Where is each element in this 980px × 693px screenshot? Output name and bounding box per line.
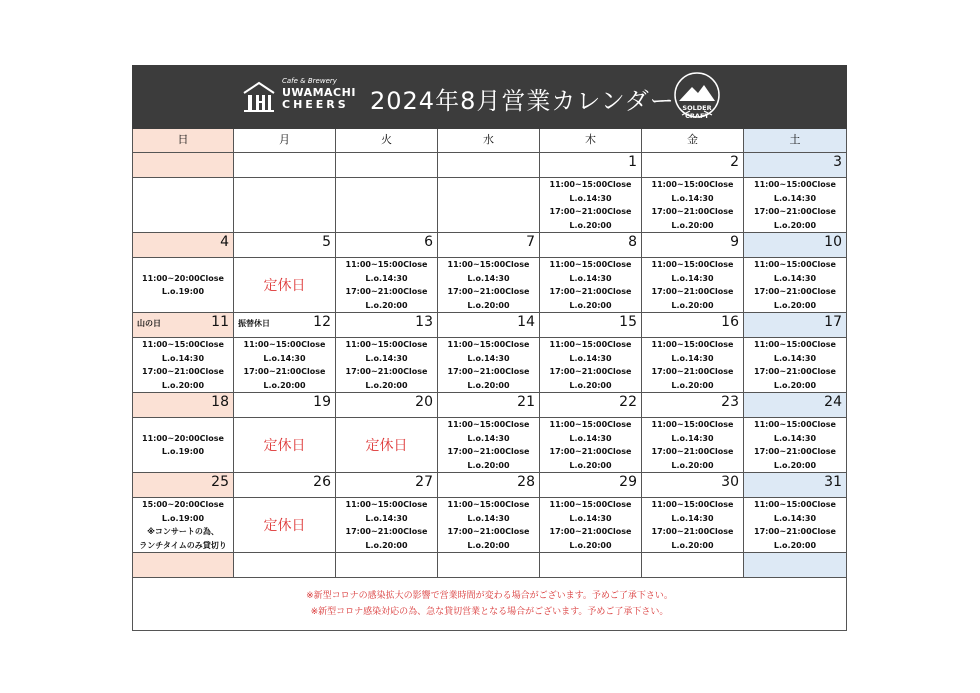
business-hours <box>234 338 335 392</box>
notes-text <box>133 578 846 630</box>
notes-box <box>132 578 847 631</box>
day-number: 5 <box>322 234 331 250</box>
business-hours <box>133 498 233 552</box>
day-number: 3 <box>833 154 842 170</box>
hours-line: L.o.20:00 <box>467 540 510 550</box>
business-hours <box>744 338 846 392</box>
weekday-header: 日 <box>132 129 234 153</box>
page-title: 2024年8月営業カレンダー <box>370 87 675 115</box>
day-number: 25 <box>211 474 229 490</box>
hours-cell <box>744 338 847 393</box>
hours-line: 11:00~15:00Close <box>754 260 836 269</box>
hours-line: ※コンサートの為、 <box>147 527 219 536</box>
business-hours <box>540 418 641 472</box>
blank-cell <box>336 553 438 578</box>
day-number: 24 <box>824 394 842 410</box>
hours-line: L.o.14:30 <box>365 513 408 523</box>
hours-cell <box>336 498 438 553</box>
hours-cell <box>540 258 642 313</box>
hours-line: L.o.14:30 <box>671 193 714 203</box>
day-number: 6 <box>424 234 433 250</box>
business-hours <box>642 418 743 472</box>
hours-line: L.o.14:30 <box>569 353 612 363</box>
calendar-header <box>132 65 847 129</box>
hours-line: L.o.20:00 <box>671 300 714 310</box>
day-number: 27 <box>415 474 433 490</box>
hours-line: L.o.14:30 <box>773 193 817 203</box>
business-hours <box>336 498 437 552</box>
day-number: 22 <box>619 394 637 410</box>
hours-line: L.o.20:00 <box>569 460 612 470</box>
day-number: 14 <box>517 314 535 330</box>
hours-line: L.o.14:30 <box>263 353 306 363</box>
hours-line: L.o.19:00 <box>161 287 205 296</box>
hours-line: L.o.19:00 <box>161 447 205 456</box>
day-number: 26 <box>313 474 331 490</box>
day-number: 23 <box>721 394 739 410</box>
hours-line: L.o.14:30 <box>569 433 612 443</box>
hours-line: 17:00~21:00Close <box>447 447 530 456</box>
hours-line: 17:00~21:00Close <box>651 287 734 296</box>
date-cell <box>234 313 336 338</box>
hours-cell <box>234 498 336 553</box>
business-hours <box>336 338 437 392</box>
hours-line: L.o.14:30 <box>467 353 510 363</box>
business-hours <box>744 498 846 552</box>
hours-cell <box>540 498 642 553</box>
hours-cell <box>642 178 744 233</box>
hours-line: L.o.14:30 <box>773 433 817 443</box>
hours-cell <box>234 258 336 313</box>
hours-cell <box>642 498 744 553</box>
hours-line: 11:00~15:00Close <box>345 340 428 349</box>
hours-line: 11:00~15:00Close <box>651 260 734 269</box>
hours-line: 17:00~21:00Close <box>345 367 428 376</box>
hours-line: 17:00~21:00Close <box>142 367 224 376</box>
hours-cell <box>744 418 847 473</box>
hours-line: L.o.20:00 <box>365 300 408 310</box>
weekday-header: 月 <box>234 129 336 153</box>
hours-line: 17:00~21:00Close <box>651 367 734 376</box>
hours-line: L.o.20:00 <box>671 380 714 390</box>
day-number: 31 <box>824 474 842 490</box>
business-hours <box>438 338 539 392</box>
hours-cell <box>642 338 744 393</box>
blank-cell <box>132 553 234 578</box>
business-hours <box>744 418 846 472</box>
hours-line: 17:00~21:00Close <box>447 287 530 296</box>
hours-cell <box>132 418 234 473</box>
hours-line: L.o.20:00 <box>569 380 612 390</box>
hours-line: 11:00~15:00Close <box>142 340 224 349</box>
hours-cell <box>744 178 847 233</box>
hours-cell <box>744 498 847 553</box>
hours-line: L.o.20:00 <box>773 220 817 230</box>
hours-line: L.o.14:30 <box>161 353 205 363</box>
date-cell <box>132 393 234 418</box>
business-hours <box>540 498 641 552</box>
hours-line: L.o.20:00 <box>773 540 817 550</box>
logo-wordmark-2: CHEERS <box>282 98 349 111</box>
date-cell <box>744 233 847 258</box>
hours-line: 11:00~15:00Close <box>754 500 836 509</box>
day-number: 15 <box>619 314 637 330</box>
uwamachi-cheers-logo <box>242 75 362 117</box>
day-number: 30 <box>721 474 739 490</box>
hours-line: L.o.20:00 <box>671 220 714 230</box>
date-cell <box>234 473 336 498</box>
hours-line: L.o.19:00 <box>161 513 205 523</box>
hours-line: L.o.14:30 <box>569 513 612 523</box>
hours-line: 17:00~21:00Close <box>447 367 530 376</box>
date-cell <box>540 393 642 418</box>
date-cell <box>438 473 540 498</box>
hours-line: 17:00~21:00Close <box>549 447 632 456</box>
hours-line: 17:00~21:00Close <box>754 207 836 216</box>
hours-cell <box>540 338 642 393</box>
day-number: 29 <box>619 474 637 490</box>
date-cell <box>336 153 438 178</box>
hours-line: L.o.14:30 <box>467 273 510 283</box>
note-line: ※新型コロナ感染対応の為、急な貸切営業となる場合がございます。予めご了承下さい。 <box>310 607 669 617</box>
hours-cell <box>234 418 336 473</box>
hours-cell <box>234 338 336 393</box>
hours-line: L.o.20:00 <box>467 380 510 390</box>
calendar <box>132 65 847 628</box>
hours-line: ランチタイムのみ貸切り <box>139 540 227 550</box>
day-number: 19 <box>313 394 331 410</box>
hours-line: L.o.14:30 <box>773 353 817 363</box>
date-cell <box>540 233 642 258</box>
hours-line: L.o.20:00 <box>569 540 612 550</box>
date-cell <box>642 393 744 418</box>
hours-line: L.o.20:00 <box>773 300 817 310</box>
hours-line: 17:00~21:00Close <box>651 447 734 456</box>
hours-cell <box>744 258 847 313</box>
hours-line: 17:00~21:00Close <box>754 447 836 456</box>
hours-line: 11:00~15:00Close <box>549 340 632 349</box>
hours-line: 17:00~21:00Close <box>549 527 632 536</box>
hours-line: 11:00~20:00Close <box>142 433 224 443</box>
business-hours <box>540 258 641 312</box>
date-cell <box>744 153 847 178</box>
hours-cell <box>132 338 234 393</box>
day-number: 7 <box>526 234 535 250</box>
blank-cell <box>234 553 336 578</box>
date-cell <box>642 153 744 178</box>
hours-line: 17:00~21:00Close <box>345 527 428 536</box>
hours-cell <box>438 258 540 313</box>
logo-tagline: Cafe & Brewery <box>282 77 337 85</box>
date-cell <box>336 313 438 338</box>
hours-line: L.o.20:00 <box>671 460 714 470</box>
hours-cell <box>438 178 540 233</box>
date-cell <box>132 233 234 258</box>
day-number: 1 <box>628 154 637 170</box>
holiday-label: 振替休日 <box>238 319 270 328</box>
hours-cell <box>132 178 234 233</box>
hours-line: 17:00~21:00Close <box>754 287 836 296</box>
weekday-header: 水 <box>438 129 540 153</box>
hours-line: L.o.14:30 <box>773 273 817 283</box>
hours-cell <box>642 418 744 473</box>
closed-label: 定休日 <box>263 278 306 294</box>
holiday-label: 山の日 <box>137 319 161 328</box>
hours-line: 11:00~15:00Close <box>549 180 632 189</box>
hours-cell <box>336 418 438 473</box>
business-hours <box>744 178 846 232</box>
business-hours <box>336 258 437 312</box>
hours-line: 11:00~15:00Close <box>243 340 326 349</box>
hours-line: 11:00~15:00Close <box>651 340 734 349</box>
solder-craft-label: SOLDER CRAFT <box>682 104 712 120</box>
weekday-header: 金 <box>642 129 744 153</box>
day-number: 16 <box>721 314 739 330</box>
calendar-grid <box>132 129 847 628</box>
hours-cell <box>438 498 540 553</box>
day-number: 9 <box>730 234 739 250</box>
hours-line: L.o.14:30 <box>671 433 714 443</box>
day-number: 11 <box>211 314 229 330</box>
business-hours <box>642 498 743 552</box>
weekday-header: 土 <box>744 129 847 153</box>
date-cell <box>234 153 336 178</box>
date-cell <box>540 313 642 338</box>
hours-line: L.o.20:00 <box>467 460 510 470</box>
blank-cell <box>642 553 744 578</box>
blank-cell <box>438 553 540 578</box>
hours-cell <box>540 178 642 233</box>
hours-line: L.o.14:30 <box>671 513 714 523</box>
date-cell <box>336 393 438 418</box>
hours-line: L.o.14:30 <box>365 353 408 363</box>
hours-line: 11:00~15:00Close <box>447 500 530 509</box>
day-number: 20 <box>415 394 433 410</box>
hours-line: L.o.20:00 <box>773 380 817 390</box>
hours-line: L.o.14:30 <box>671 353 714 363</box>
date-cell <box>540 473 642 498</box>
date-cell <box>438 233 540 258</box>
business-hours <box>438 498 539 552</box>
date-cell <box>642 233 744 258</box>
business-hours <box>438 258 539 312</box>
date-cell <box>132 313 234 338</box>
date-cell <box>642 473 744 498</box>
business-hours <box>133 258 233 312</box>
hours-line: 11:00~15:00Close <box>549 500 632 509</box>
day-number: 4 <box>220 234 229 250</box>
hours-line: 17:00~21:00Close <box>243 367 326 376</box>
date-cell <box>540 153 642 178</box>
business-hours <box>540 178 641 232</box>
business-hours <box>438 418 539 472</box>
hours-line: 17:00~21:00Close <box>549 207 632 216</box>
hours-line: 11:00~15:00Close <box>754 340 836 349</box>
date-cell <box>744 473 847 498</box>
date-cell <box>744 393 847 418</box>
hours-line: L.o.14:30 <box>467 433 510 443</box>
hours-line: 11:00~15:00Close <box>549 420 632 429</box>
hours-line: 17:00~21:00Close <box>651 207 734 216</box>
hours-line: L.o.20:00 <box>467 300 510 310</box>
hours-line: 11:00~15:00Close <box>345 260 428 269</box>
hours-line: 11:00~15:00Close <box>651 500 734 509</box>
day-number: 28 <box>517 474 535 490</box>
hours-line: L.o.20:00 <box>569 220 612 230</box>
hours-line: L.o.14:30 <box>365 273 408 283</box>
closed-label: 定休日 <box>365 438 408 454</box>
hours-line: L.o.14:30 <box>671 273 714 283</box>
hours-line: L.o.20:00 <box>365 540 408 550</box>
date-cell <box>642 313 744 338</box>
hours-line: 17:00~21:00Close <box>651 527 734 536</box>
hours-line: 11:00~15:00Close <box>549 260 632 269</box>
hours-cell <box>132 498 234 553</box>
blank-cell <box>540 553 642 578</box>
hours-line: 17:00~21:00Close <box>447 527 530 536</box>
business-hours <box>642 338 743 392</box>
hours-line: L.o.20:00 <box>161 380 205 390</box>
hours-line: 11:00~15:00Close <box>447 260 530 269</box>
date-cell <box>336 473 438 498</box>
date-cell <box>438 153 540 178</box>
hours-line: 17:00~21:00Close <box>345 287 428 296</box>
hours-line: 17:00~21:00Close <box>549 287 632 296</box>
closed-label: 定休日 <box>263 518 306 534</box>
hours-line: 11:00~15:00Close <box>651 180 734 189</box>
hours-line: L.o.20:00 <box>365 380 408 390</box>
date-cell <box>438 313 540 338</box>
logo-wordmark-1: UWAMACHI <box>282 86 356 99</box>
date-cell <box>438 393 540 418</box>
hours-line: 11:00~15:00Close <box>447 340 530 349</box>
hours-cell <box>336 178 438 233</box>
blank-cell <box>744 553 847 578</box>
business-hours <box>744 258 846 312</box>
hours-line: 11:00~15:00Close <box>754 420 836 429</box>
closed-label: 定休日 <box>263 438 306 454</box>
day-number: 21 <box>517 394 535 410</box>
date-cell <box>234 393 336 418</box>
date-cell <box>336 233 438 258</box>
date-cell <box>132 473 234 498</box>
weekday-header: 火 <box>336 129 438 153</box>
business-hours <box>133 418 233 472</box>
day-number: 10 <box>824 234 842 250</box>
hours-line: L.o.20:00 <box>263 380 306 390</box>
hours-line: 11:00~15:00Close <box>447 420 530 429</box>
business-hours <box>540 338 641 392</box>
hours-line: L.o.14:30 <box>569 193 612 203</box>
hours-line: 17:00~21:00Close <box>754 367 836 376</box>
hours-line: 15:00~20:00Close <box>142 500 224 509</box>
day-number: 13 <box>415 314 433 330</box>
day-number: 17 <box>824 314 842 330</box>
hours-line: 11:00~20:00Close <box>142 273 224 283</box>
hours-line: 17:00~21:00Close <box>549 367 632 376</box>
hours-line: L.o.20:00 <box>671 540 714 550</box>
date-cell <box>234 233 336 258</box>
business-hours <box>642 178 743 232</box>
business-hours <box>133 338 233 392</box>
hours-cell <box>336 338 438 393</box>
date-cell <box>744 313 847 338</box>
hours-line: L.o.14:30 <box>773 513 817 523</box>
solder-craft-logo <box>670 71 724 123</box>
business-hours <box>642 258 743 312</box>
hours-line: L.o.14:30 <box>467 513 510 523</box>
hours-line: 11:00~15:00Close <box>754 180 836 189</box>
house-logo-icon <box>242 79 276 113</box>
hours-cell <box>642 258 744 313</box>
hours-line: L.o.20:00 <box>773 460 817 470</box>
date-cell <box>132 153 234 178</box>
hours-line: 17:00~21:00Close <box>754 527 836 536</box>
hours-line: 11:00~15:00Close <box>345 500 428 509</box>
hours-line: 11:00~15:00Close <box>651 420 734 429</box>
note-line: ※新型コロナの感染拡大の影響で営業時間が変わる場合がございます。予めご了承下さい。 <box>306 591 673 601</box>
hours-line: L.o.14:30 <box>569 273 612 283</box>
weekday-header: 木 <box>540 129 642 153</box>
hours-cell <box>438 338 540 393</box>
day-number: 18 <box>211 394 229 410</box>
day-number: 8 <box>628 234 637 250</box>
hours-line: L.o.20:00 <box>569 300 612 310</box>
hours-cell <box>336 258 438 313</box>
day-number: 2 <box>730 154 739 170</box>
hours-cell <box>132 258 234 313</box>
hours-cell <box>234 178 336 233</box>
hours-cell <box>438 418 540 473</box>
hours-cell <box>540 418 642 473</box>
day-number: 12 <box>313 314 331 330</box>
